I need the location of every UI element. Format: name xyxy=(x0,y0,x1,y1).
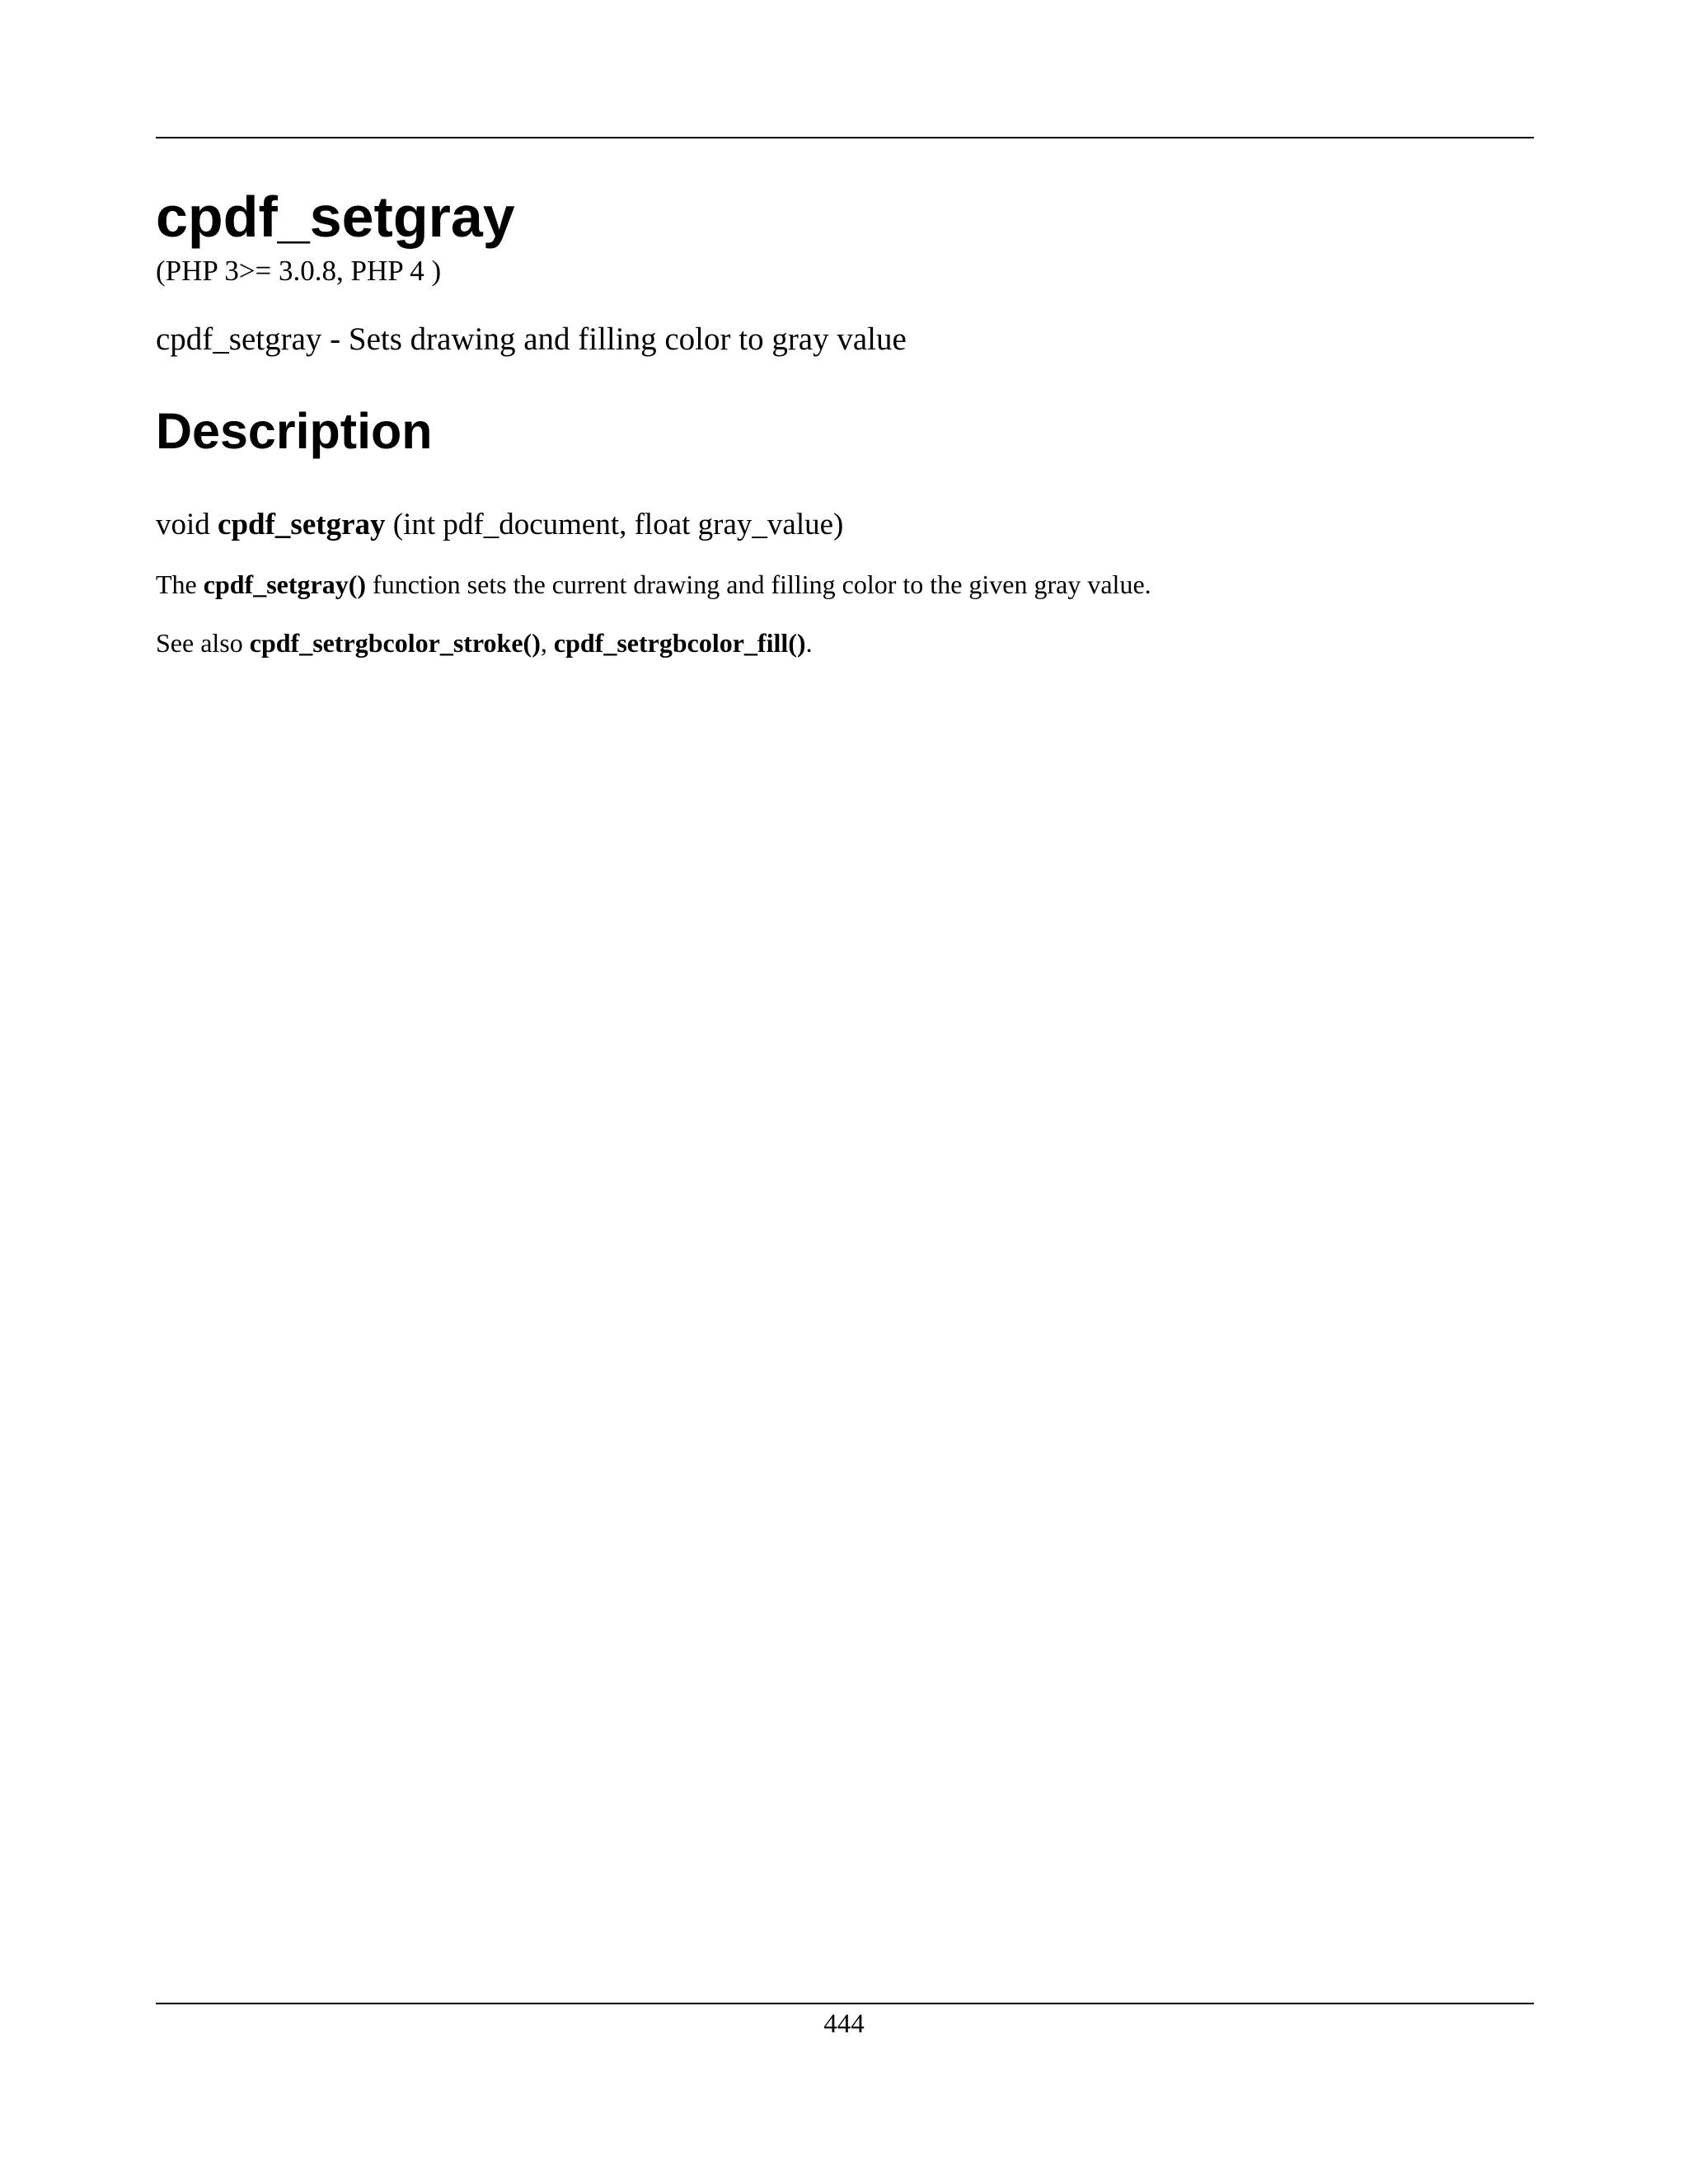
description-paragraph xyxy=(156,569,1151,600)
para1-prefix: The xyxy=(156,569,197,599)
para1-text: function sets the current drawing and filling color to the given gray value. xyxy=(373,569,1151,599)
header-rule xyxy=(156,137,1534,138)
page-number: 444 xyxy=(823,2009,865,2039)
footer-rule xyxy=(156,2003,1534,2004)
function-reference: cpdf_setgray() xyxy=(203,569,367,599)
synopsis-params: (int pdf_document, float gray_value) xyxy=(392,508,844,541)
see-also-suffix: . xyxy=(805,628,813,658)
description-heading: Description xyxy=(156,403,433,459)
function-synopsis xyxy=(156,507,843,543)
see-also-link-fill[interactable]: cpdf_setrgbcolor_fill() xyxy=(553,628,806,658)
synopsis-function-name: cpdf_setgray xyxy=(218,508,386,541)
synopsis-return-type: void xyxy=(156,508,210,541)
see-also-separator: , xyxy=(540,628,547,658)
see-also-link-stroke[interactable]: cpdf_setrgbcolor_stroke() xyxy=(249,628,541,658)
page-title: cpdf_setgray xyxy=(156,185,515,249)
function-purpose: cpdf_setgray - Sets drawing and filling color to gray value xyxy=(156,321,907,357)
see-also-paragraph xyxy=(156,627,813,658)
see-also-prefix: See also xyxy=(156,628,243,658)
version-info: (PHP 3>= 3.0.8, PHP 4 ) xyxy=(156,255,442,287)
